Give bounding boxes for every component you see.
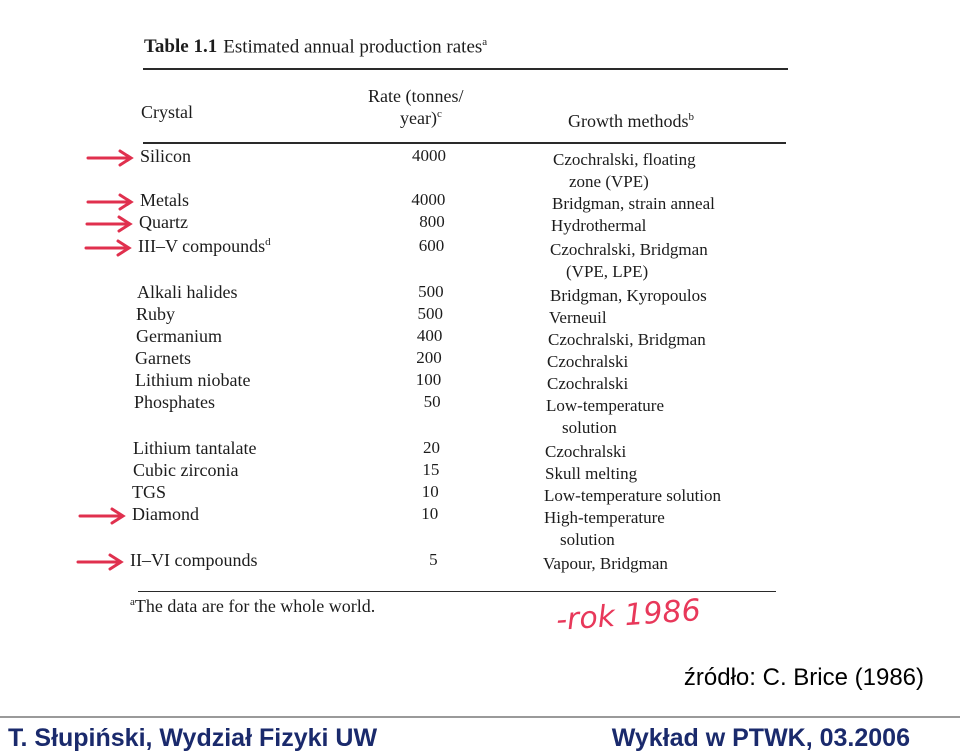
header-growth-text: Growth methods [568, 111, 689, 131]
crystal-name: Germanium [136, 326, 222, 346]
footer-lecture-info: Wykład w PTWK, 03.2006 [611, 724, 910, 752]
header-crystal: Crystal [141, 102, 193, 122]
crystal-cell [137, 282, 237, 303]
growth-method-cell: High-temperature [544, 508, 665, 527]
red-arrow-icon [85, 214, 135, 234]
footnote-text: The data are for the whole world. [134, 596, 376, 616]
table-top-rule [143, 68, 788, 70]
handwritten-note: -rok 1986 [554, 592, 702, 639]
growth-method-cell-continued: (VPE, LPE) [566, 262, 649, 281]
rate-cell: 50 [423, 392, 441, 411]
growth-method-cell-continued: solution [560, 530, 615, 549]
crystal-cell [135, 370, 250, 391]
crystal-cell [134, 392, 215, 413]
growth-method-cell: Verneuil [549, 308, 607, 327]
rate-cell: 800 [419, 212, 445, 231]
scanned-table-image [66, 0, 812, 652]
crystal-name: Quartz [139, 212, 188, 232]
rate-cell: 4000 [411, 190, 446, 209]
red-arrow-icon [84, 238, 134, 258]
source-citation: źródło: C. Brice (1986) [683, 664, 924, 691]
growth-method-cell: Czochralski [547, 352, 629, 371]
growth-method-cell: Low-temperature solution [544, 486, 722, 505]
footer-author: T. Słupiński, Wydział Fizyki UW [8, 724, 378, 752]
header-rate-line2-text: year) [400, 108, 437, 128]
crystal-name: Lithium tantalate [133, 438, 257, 458]
table-title [144, 36, 487, 58]
rate-cell: 20 [423, 438, 440, 457]
crystal-cell [136, 326, 222, 347]
crystal-cell [139, 212, 188, 233]
crystal-cell [133, 460, 238, 481]
table-title-footnote-mark: a [482, 36, 488, 48]
crystal-name: TGS [132, 482, 167, 502]
footer-divider [0, 716, 960, 718]
growth-method-cell: Hydrothermal [551, 216, 647, 235]
crystal-name: Garnets [135, 348, 191, 368]
growth-method-cell: Czochralski, floating [553, 150, 696, 169]
rate-cell: 10 [421, 482, 439, 501]
growth-method-cell-continued: zone (VPE) [569, 172, 649, 191]
growth-method-cell: Czochralski [545, 442, 627, 461]
crystal-cell [132, 482, 166, 503]
rate-cell: 500 [418, 282, 444, 301]
crystal-name: Metals [140, 190, 189, 210]
rate-cell: 400 [416, 326, 443, 345]
growth-method-cell: Czochralski, Bridgman [548, 330, 706, 349]
crystal-name: Alkali halides [137, 282, 238, 302]
table-number: Table 1.1 [144, 36, 218, 58]
rate-cell: 100 [415, 370, 442, 389]
growth-method-cell: Low-temperature [546, 396, 664, 415]
crystal-cell [133, 438, 256, 459]
growth-method-cell-continued: solution [562, 418, 617, 437]
red-arrow-icon [76, 552, 126, 572]
crystal-cell [140, 146, 191, 167]
growth-method-cell: Czochralski [547, 374, 629, 393]
header-growth-footnote-mark: b [688, 111, 694, 123]
header-rate-footnote-mark: c [436, 108, 442, 120]
rate-cell: 600 [418, 236, 445, 255]
growth-method-cell: Bridgman, strain anneal [552, 194, 715, 213]
crystal-cell [130, 550, 257, 571]
crystal-name: III–V compounds [138, 236, 266, 256]
growth-method-cell: Czochralski, Bridgman [550, 240, 708, 259]
table-title-text: Estimated annual production rates [223, 36, 483, 58]
rate-cell: 4000 [412, 146, 446, 165]
crystal-name: Lithium niobate [135, 370, 251, 390]
header-rate-line2 [400, 108, 442, 129]
crystal-cell [138, 236, 271, 257]
table-footnote [130, 596, 375, 617]
rate-cell: 15 [422, 460, 440, 479]
crystal-name: Silicon [140, 146, 192, 166]
header-rate-line1: Rate (tonnes/ [368, 86, 464, 106]
rate-cell: 10 [421, 504, 439, 523]
rate-cell: 500 [417, 304, 443, 323]
growth-method-cell: Skull melting [545, 464, 638, 483]
rate-cell: 200 [416, 348, 442, 367]
crystal-name: Phosphates [134, 392, 215, 412]
footnote-mark: a [130, 596, 135, 608]
table-bottom-rule [138, 591, 776, 592]
header-bottom-rule [143, 142, 786, 144]
growth-method-cell: Vapour, Bridgman [543, 554, 668, 573]
crystal-cell [132, 504, 199, 525]
crystal-name: II–VI compounds [130, 550, 258, 570]
crystal-name: Ruby [136, 304, 176, 324]
crystal-cell [135, 348, 191, 369]
growth-method-cell: Bridgman, Kyropoulos [550, 286, 707, 305]
crystal-cell [140, 190, 189, 211]
crystal-footnote-mark: d [265, 236, 271, 248]
rate-cell: 5 [429, 550, 438, 569]
red-arrow-icon [78, 506, 128, 526]
header-growth [568, 111, 694, 132]
crystal-name: Diamond [132, 504, 199, 524]
red-arrow-icon [86, 148, 136, 168]
crystal-cell [136, 304, 175, 325]
red-arrow-icon [86, 192, 136, 212]
crystal-name: Cubic zirconia [133, 460, 239, 480]
